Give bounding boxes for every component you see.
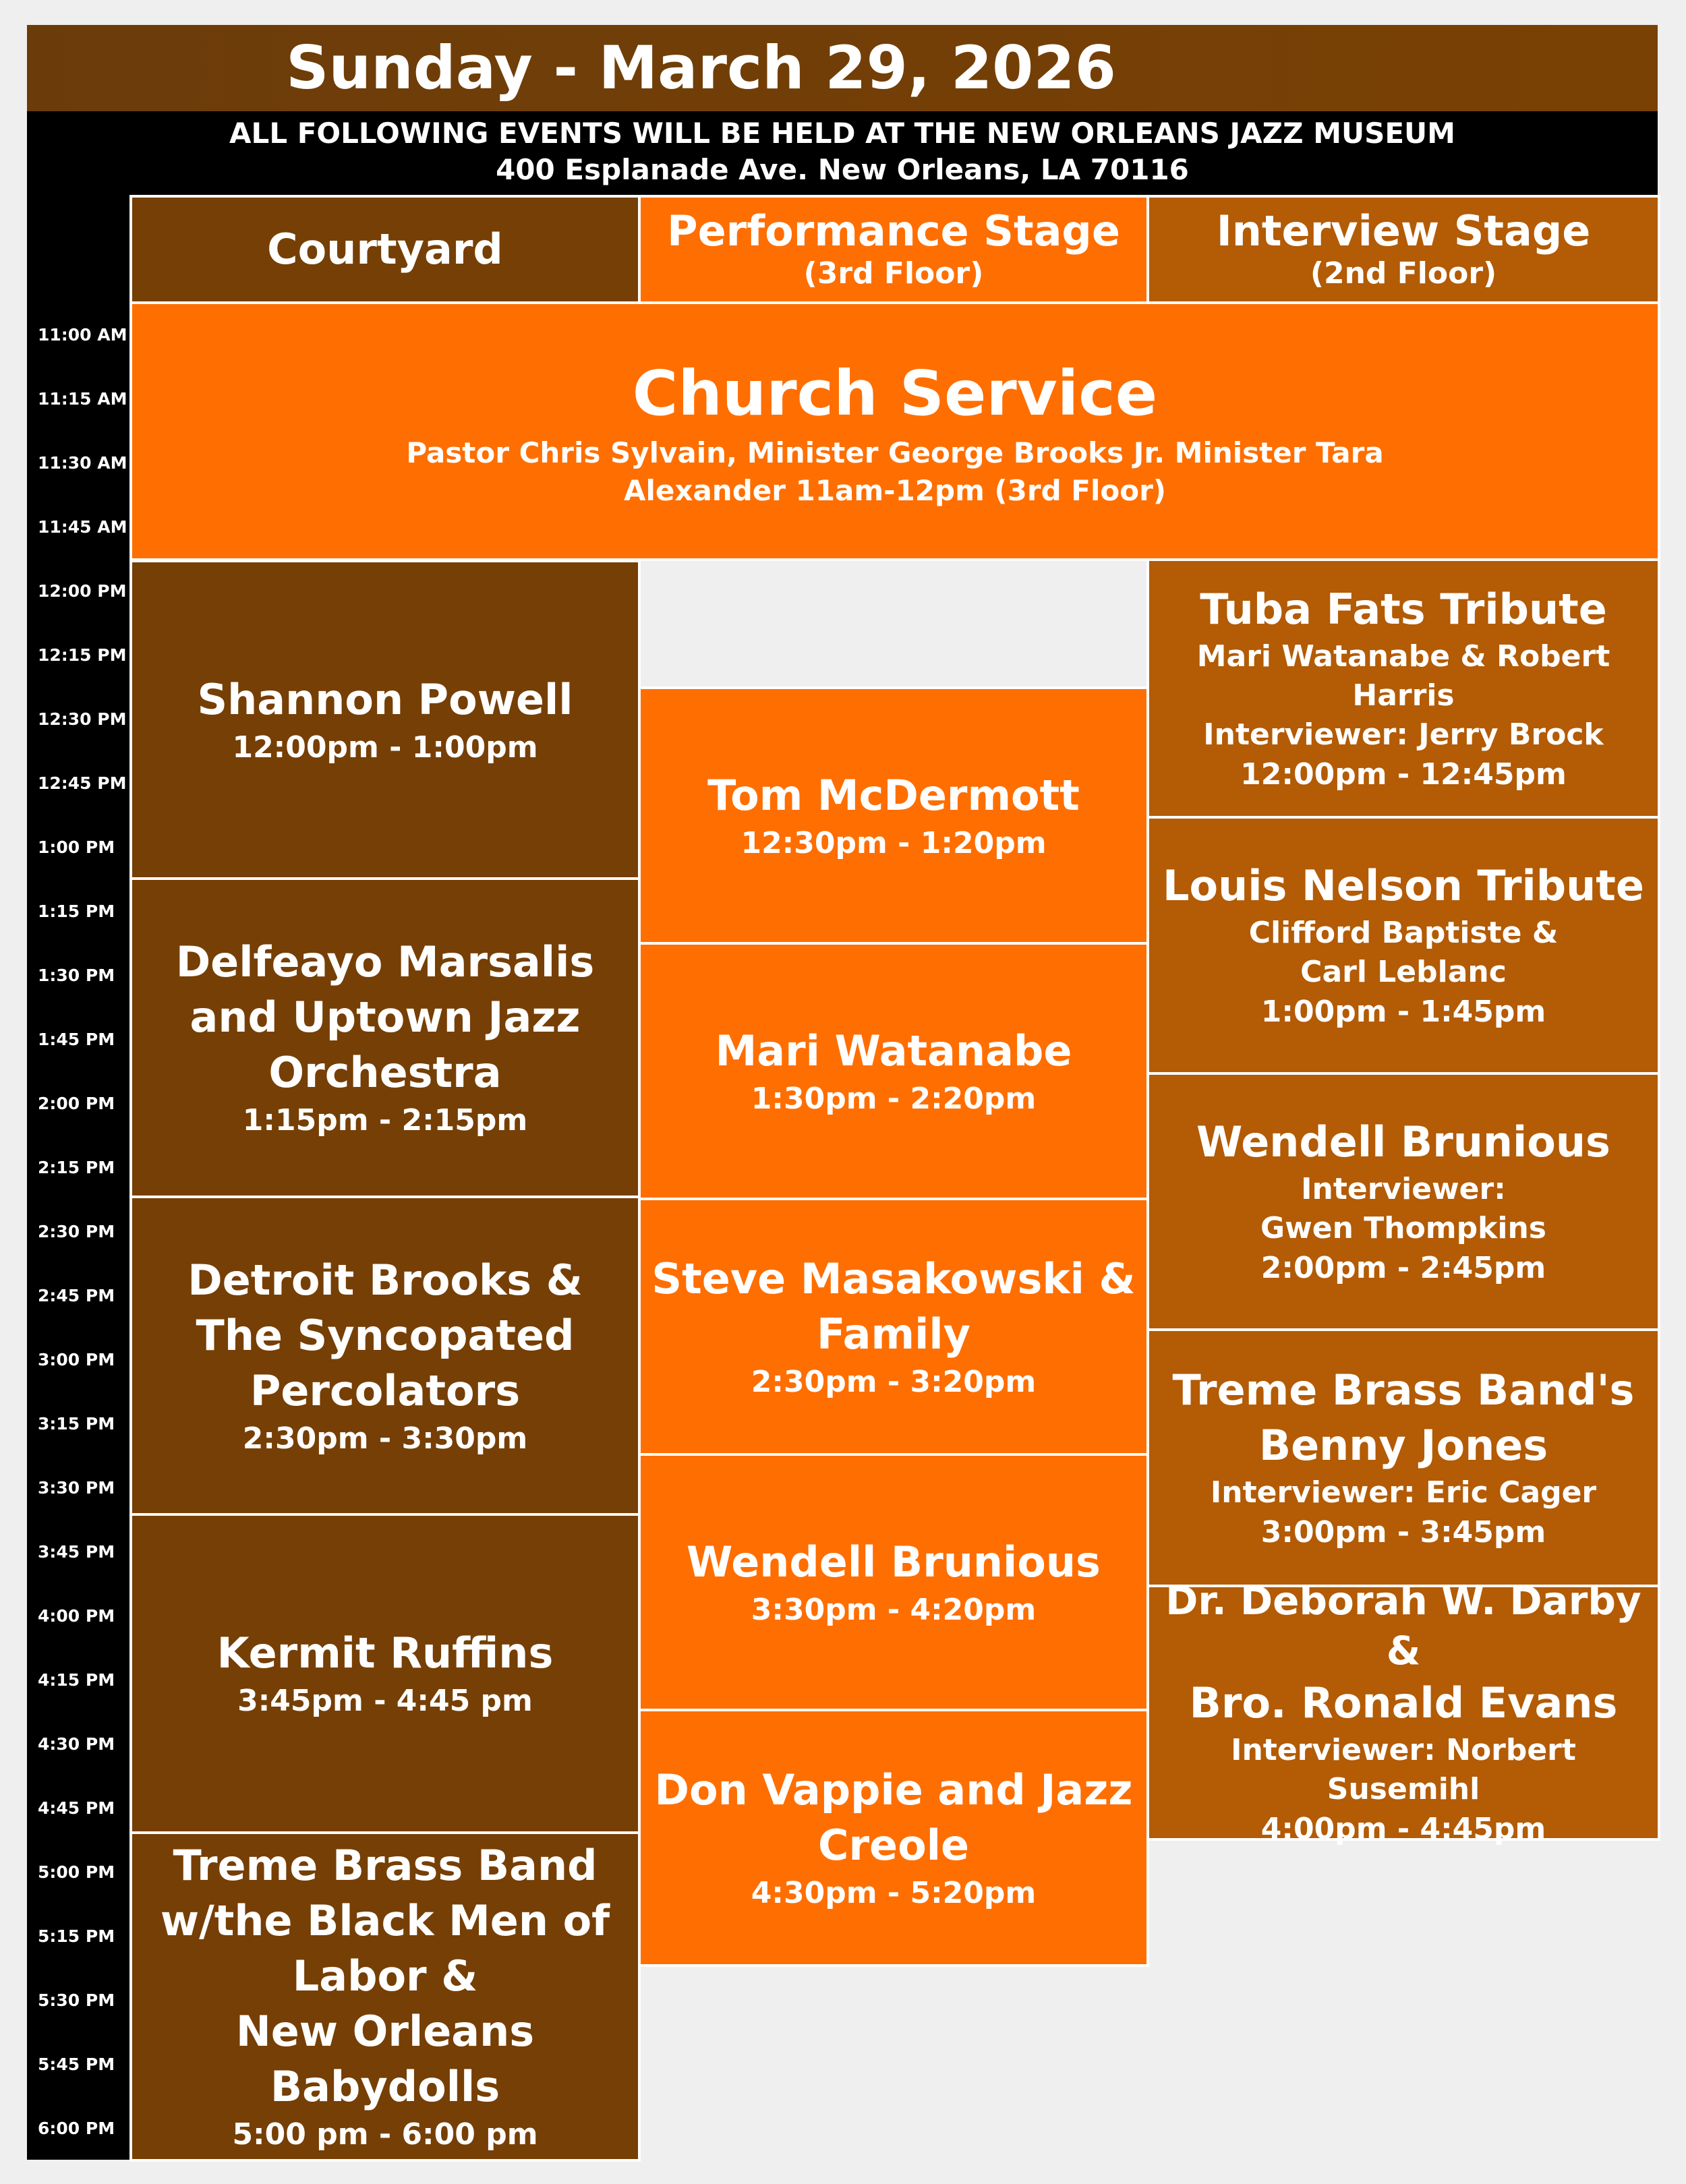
time-slot-label: 3:00 PM [38,1350,115,1369]
interview-event-block [1146,1578,1660,1846]
event-title: Dr. Deborah W. Darby & [1165,1578,1641,1674]
venue-address: 400 Esplanade Ave. New Orleans, LA 70116 [496,153,1189,186]
time-slot-label: 5:45 PM [38,2055,115,2074]
time-slot-label: 2:45 PM [38,1286,115,1305]
event-title: Bro. Ronald Evans [1189,1678,1618,1728]
event-title: New Orleans [235,2007,535,2056]
time-slot-label: 1:00 PM [38,837,115,857]
event-title: Kermit Ruffins [216,1628,554,1678]
event-time: 4:30pm - 5:20pm [751,1875,1037,1910]
event-title: Labor & [292,1951,478,2001]
column-header-name: Courtyard [267,225,503,274]
event-title: Mari Watanabe [715,1026,1072,1075]
time-slot-label: 12:45 PM [38,773,127,793]
time-slot-label: 4:00 PM [38,1606,115,1626]
courtyard-event-block [129,1831,641,2162]
performance-event-block [638,1709,1149,1967]
time-slot-label: 1:45 PM [38,1030,115,1049]
event-time: 1:15pm - 2:15pm [242,1103,528,1138]
event-title: Benny Jones [1258,1421,1548,1470]
event-detail: Gwen Thompkins [1260,1211,1546,1245]
time-slot-label: 3:45 PM [38,1542,115,1562]
event-title: Babydolls [270,2062,500,2111]
event-title: Tuba Fats Tribute [1200,585,1607,634]
time-slot-label: 2:15 PM [38,1158,115,1177]
event-title: and Uptown Jazz [190,993,581,1042]
event-detail: Clifford Baptiste & [1248,916,1559,950]
event-time: 12:00pm - 1:00pm [232,730,538,765]
performance-event-block [638,1453,1149,1711]
time-slot-label: 4:30 PM [38,1734,115,1754]
time-slot-label: 4:45 PM [38,1798,115,1818]
time-slot-label: 12:30 PM [38,709,127,729]
courtyard-event-block [129,1513,641,1834]
time-slot-label: 1:15 PM [38,902,115,921]
time-slot-label: 3:15 PM [38,1414,115,1434]
event-title: w/the Black Men of [160,1896,610,1945]
time-slot-label: 12:15 PM [38,645,127,665]
courtyard-event-block [129,877,641,1198]
column-header-performance-stage [638,195,1149,304]
venue-banner [27,111,1658,195]
time-slot-label: 1:30 PM [38,966,115,985]
event-title: Don Vappie and Jazz [654,1765,1133,1814]
time-slot-label: 5:30 PM [38,1990,115,2010]
column-header-name: Performance Stage [667,206,1120,256]
courtyard-event-block [129,560,641,880]
event-time: 2:30pm - 3:20pm [751,1364,1037,1399]
event-title: Treme Brass Band's [1172,1365,1635,1415]
church-service-detail: Pastor Chris Sylvain, Minister George Brooks Jr. Minister Tara Alexander 11am-12pm (3rd Floor) [406,436,1384,507]
column-header-sub: (3rd Floor) [803,256,984,291]
event-time: 4:00pm - 4:45pm [1260,1812,1546,1846]
page-title: Sunday - March 29, 2026 [286,33,1116,102]
event-title: Detroit Brooks & [187,1255,583,1305]
event-detail: Interviewer: [1301,1172,1506,1206]
column-header-name: Interview Stage [1216,206,1591,256]
event-time: 1:30pm - 2:20pm [751,1081,1037,1116]
event-detail: Mari Watanabe & Robert [1196,639,1610,674]
courtyard-event-block [129,1196,641,1516]
event-title: Creole [817,1820,970,1870]
time-slot-label: 11:30 AM [38,453,127,473]
event-detail: Harris [1352,678,1455,713]
time-slot-label: 6:00 PM [38,2119,115,2138]
event-time: 2:30pm - 3:30pm [242,1421,528,1456]
interview-event-block [1146,1072,1660,1331]
event-title: Percolators [250,1365,521,1415]
event-time: 12:30pm - 1:20pm [740,825,1047,860]
time-slot-label: 4:15 PM [38,1670,115,1690]
time-slot-label: 11:00 AM [38,325,127,345]
interview-event-block [1146,816,1660,1075]
time-slot-label: 5:15 PM [38,1926,115,1946]
time-slot-label: 5:00 PM [38,1862,115,1882]
column-header-sub: (2nd Floor) [1310,256,1497,291]
event-time: 1:00pm - 1:45pm [1260,995,1546,1029]
time-slot-label: 2:30 PM [38,1222,115,1241]
time-slot-label: 11:45 AM [38,517,127,537]
time-slot-label: 3:30 PM [38,1478,115,1498]
church-service-title: Church Service [632,357,1158,430]
column-header-courtyard [129,195,641,304]
event-title: Delfeayo Marsalis [175,937,595,986]
time-slot-label: 11:15 AM [38,389,127,409]
interview-event-block [1146,1328,1660,1587]
title-bar [27,25,1658,111]
event-time: 5:00 pm - 6:00 pm [232,2117,538,2152]
event-title: Wendell Brunious [687,1537,1101,1587]
time-slot-label: 12:00 PM [38,581,127,601]
event-detail: Interviewer: Norbert [1231,1733,1576,1767]
performance-event-block [638,942,1149,1200]
time-slot-label: 2:00 PM [38,1094,115,1113]
event-time: 3:00pm - 3:45pm [1260,1515,1546,1550]
event-detail: Interviewer: Jerry Brock [1203,717,1604,752]
event-title: The Syncopated [196,1310,575,1360]
event-time: 12:00pm - 12:45pm [1240,757,1567,792]
interview-event-block [1146,558,1660,819]
event-title: Orchestra [268,1048,502,1097]
event-title: Tom McDermott [707,770,1080,820]
event-title: Family [816,1309,971,1359]
event-title: Shannon Powell [197,674,573,724]
event-title: Steve Masakowski & [651,1253,1136,1303]
event-detail: Susemihl [1327,1772,1480,1806]
performance-event-block [638,1198,1149,1456]
performance-event-block [638,686,1149,945]
event-time: 3:45pm - 4:45 pm [237,1684,533,1718]
time-column [27,195,129,2160]
column-header-interview-stage [1146,195,1660,304]
event-title: Louis Nelson Tribute [1163,861,1644,910]
event-title: Treme Brass Band [173,1841,598,1890]
event-title: Wendell Brunious [1196,1117,1610,1167]
event-time: 3:30pm - 4:20pm [751,1592,1037,1627]
event-time: 2:00pm - 2:45pm [1260,1251,1546,1285]
event-detail: Carl Leblanc [1300,955,1507,989]
church-service-block [129,301,1660,561]
event-detail: Interviewer: Eric Cager [1210,1475,1597,1510]
venue-line-1: ALL FOLLOWING EVENTS WILL BE HELD AT THE NEW ORLEANS JAZZ MUSEUM [229,117,1455,150]
